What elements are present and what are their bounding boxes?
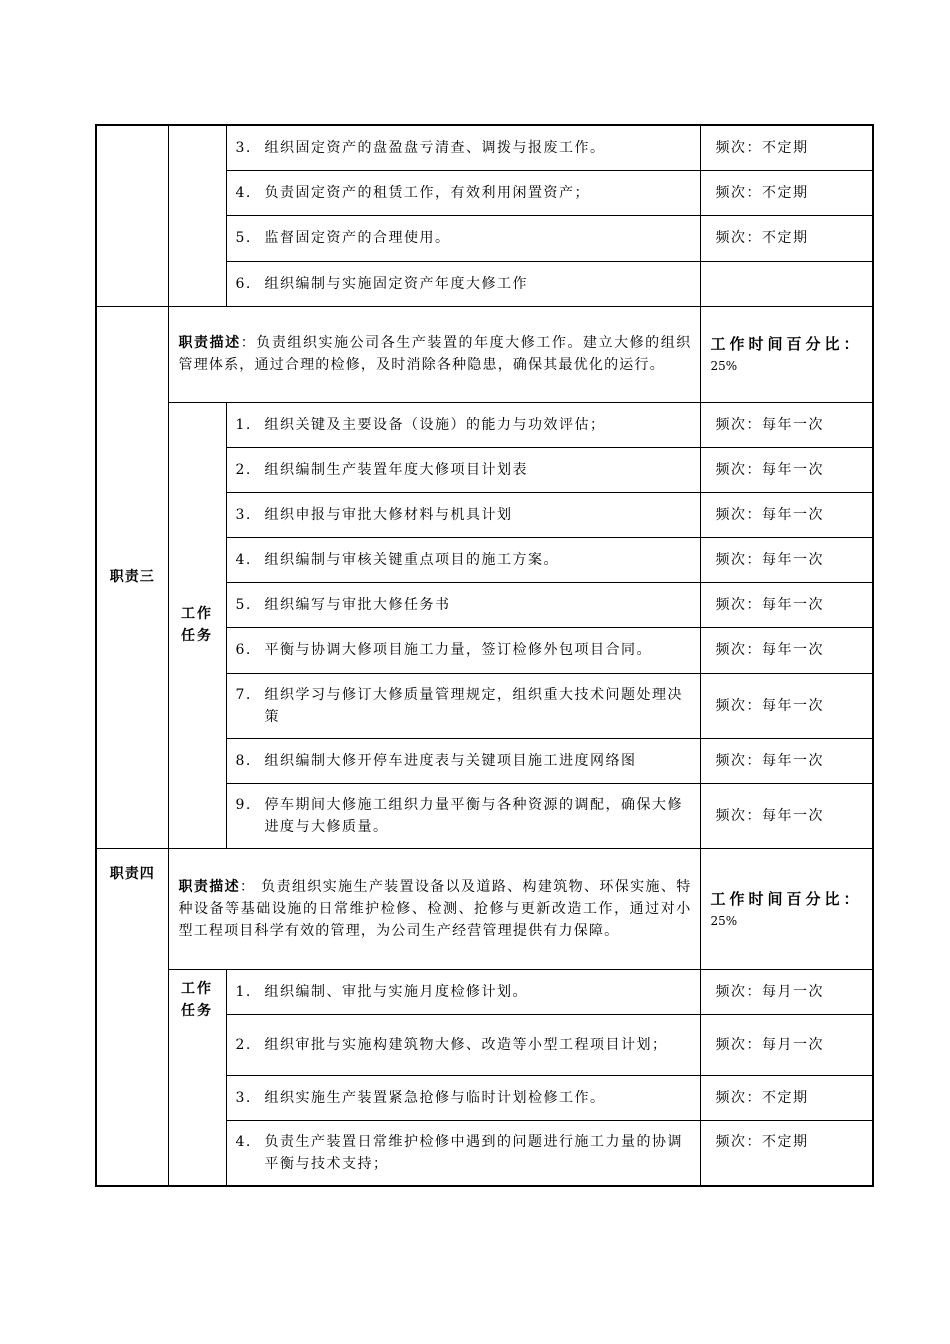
task-text bbox=[226, 125, 700, 170]
task-text bbox=[226, 261, 700, 306]
task-description: 组织编制生产装置年度大修项目计划表 bbox=[264, 461, 528, 478]
task-text bbox=[226, 402, 700, 447]
time-percentage-value: 25% bbox=[710, 913, 738, 928]
description-text: ： 负责组织实施生产装置设备以及道路、构建筑物、环保实施、特种设备等基础设施的日常维护检修、检测、抢修与更新改造工作，通过对小型工程项目科学有效的管理，为公司生产经营管理提供有力保障。 bbox=[178, 878, 692, 939]
task-frequency: 频次：不定期 bbox=[700, 1075, 873, 1120]
task-text bbox=[226, 1075, 700, 1120]
task-frequency: 频次：每年一次 bbox=[700, 783, 873, 848]
task-description: 停车期间大修施工组织力量平衡与各种资源的调配，确保大修进度与大修质量。 bbox=[264, 796, 683, 835]
task-description: 组织编制大修开停车进度表与关键项目施工进度网络图 bbox=[264, 752, 637, 769]
task-number: 4. bbox=[235, 1133, 252, 1150]
work-task-label-line2: 任务 bbox=[181, 1002, 213, 1019]
time-percentage-value: 25% bbox=[710, 359, 738, 373]
task-number: 1. bbox=[235, 416, 252, 433]
task-number: 4. bbox=[235, 184, 252, 201]
duty-description-row bbox=[96, 306, 873, 402]
task-number: 2. bbox=[235, 461, 252, 478]
task-text bbox=[226, 215, 700, 261]
work-task-label bbox=[168, 969, 226, 1186]
description-label: 职责描述 bbox=[178, 335, 241, 351]
task-frequency: 频次：每月一次 bbox=[700, 1014, 873, 1075]
description-text: ：负责组织实施公司各生产装置的年度大修工作。建立大修的组织管理体系，通过合理的检修，及时消除各种隐患，确保其最优化的运行。 bbox=[178, 335, 692, 373]
section-label: 职责三 bbox=[96, 306, 168, 848]
task-description: 负责生产装置日常维护检修中遇到的问题进行施工力量的协调平衡与技术支持； bbox=[264, 1133, 683, 1172]
task-text bbox=[226, 673, 700, 738]
work-task-label bbox=[168, 402, 226, 848]
task-description: 组织编制与实施固定资产年度大修工作 bbox=[264, 275, 528, 292]
task-text bbox=[226, 969, 700, 1014]
task-text bbox=[226, 738, 700, 783]
task-frequency: 频次：不定期 bbox=[700, 125, 873, 170]
task-text bbox=[226, 537, 700, 582]
task-frequency: 频次：不定期 bbox=[700, 215, 873, 261]
task-row bbox=[96, 402, 873, 447]
duty-description bbox=[168, 306, 700, 402]
task-frequency: 频次：每年一次 bbox=[700, 738, 873, 783]
task-description: 组织审批与实施构建筑物大修、改造等小型工程项目计划； bbox=[264, 1036, 668, 1053]
task-frequency: 频次：每年一次 bbox=[700, 582, 873, 627]
task-text bbox=[226, 582, 700, 627]
task-description: 组织申报与审批大修材料与机具计划 bbox=[264, 506, 513, 523]
task-number: 2. bbox=[235, 1036, 252, 1053]
task-description: 组织编制、审批与实施月度检修计划。 bbox=[264, 983, 528, 1000]
task-description: 监督固定资产的合理使用。 bbox=[264, 230, 451, 246]
task-frequency: 频次：每年一次 bbox=[700, 537, 873, 582]
task-number: 5. bbox=[235, 230, 252, 246]
section-label-cell bbox=[96, 125, 168, 306]
task-number: 6. bbox=[235, 642, 252, 658]
task-number: 9. bbox=[235, 796, 252, 813]
duty-description bbox=[168, 848, 700, 969]
time-percentage-label: 工作时间百分比： bbox=[710, 889, 863, 908]
task-description: 组织关键及主要设备（设施）的能力与功效评估； bbox=[264, 416, 606, 433]
description-label: 职责描述 bbox=[178, 878, 240, 895]
task-frequency: 频次：每年一次 bbox=[700, 492, 873, 537]
time-percentage bbox=[700, 306, 873, 402]
task-text bbox=[226, 170, 700, 215]
task-frequency: 频次：每年一次 bbox=[700, 447, 873, 492]
task-description: 平衡与协调大修项目施工力量，签订检修外包项目合同。 bbox=[264, 642, 652, 658]
duty-table bbox=[95, 124, 874, 1187]
task-frequency: 频次：不定期 bbox=[700, 170, 873, 215]
task-description: 组织实施生产装置紧急抢修与临时计划检修工作。 bbox=[264, 1089, 606, 1106]
task-number: 3. bbox=[235, 139, 252, 156]
task-description: 组织编制与审核关键重点项目的施工方案。 bbox=[264, 551, 559, 568]
task-number: 1. bbox=[235, 983, 252, 1000]
task-description: 组织学习与修订大修质量管理规定，组织重大技术问题处理决策 bbox=[264, 686, 683, 725]
task-text bbox=[226, 492, 700, 537]
task-number: 5. bbox=[235, 596, 252, 613]
task-row bbox=[96, 125, 873, 170]
task-frequency: 频次：每月一次 bbox=[700, 969, 873, 1014]
task-description: 负责固定资产的租赁工作，有效利用闲置资产； bbox=[264, 184, 590, 201]
task-frequency: 频次：每年一次 bbox=[700, 673, 873, 738]
task-number: 3. bbox=[235, 506, 252, 523]
task-row bbox=[96, 969, 873, 1014]
task-number: 4. bbox=[235, 551, 252, 568]
task-text bbox=[226, 627, 700, 673]
task-label-cell bbox=[168, 125, 226, 306]
task-frequency: 频次：不定期 bbox=[700, 1120, 873, 1186]
time-percentage-label: 工作时间百分比： bbox=[710, 335, 863, 353]
task-number: 8. bbox=[235, 752, 252, 769]
section-label: 职责四 bbox=[96, 848, 168, 1186]
task-text bbox=[226, 1014, 700, 1075]
task-number: 3. bbox=[235, 1089, 252, 1106]
task-number: 6. bbox=[235, 275, 252, 292]
task-text bbox=[226, 1120, 700, 1186]
task-description: 组织编写与审批大修任务书 bbox=[264, 596, 451, 613]
duty-description-row bbox=[96, 848, 873, 969]
task-frequency bbox=[700, 261, 873, 306]
work-task-label-line1: 工作 bbox=[181, 980, 213, 997]
work-task-label-line2: 任务 bbox=[181, 628, 213, 644]
task-text bbox=[226, 447, 700, 492]
task-number: 7. bbox=[235, 686, 252, 703]
work-task-label-line1: 工作 bbox=[181, 606, 213, 622]
task-text bbox=[226, 783, 700, 848]
task-frequency: 频次：每年一次 bbox=[700, 402, 873, 447]
task-description: 组织固定资产的盘盈盘亏清查、调拨与报废工作。 bbox=[264, 139, 606, 156]
task-frequency: 频次：每年一次 bbox=[700, 627, 873, 673]
time-percentage bbox=[700, 848, 873, 969]
